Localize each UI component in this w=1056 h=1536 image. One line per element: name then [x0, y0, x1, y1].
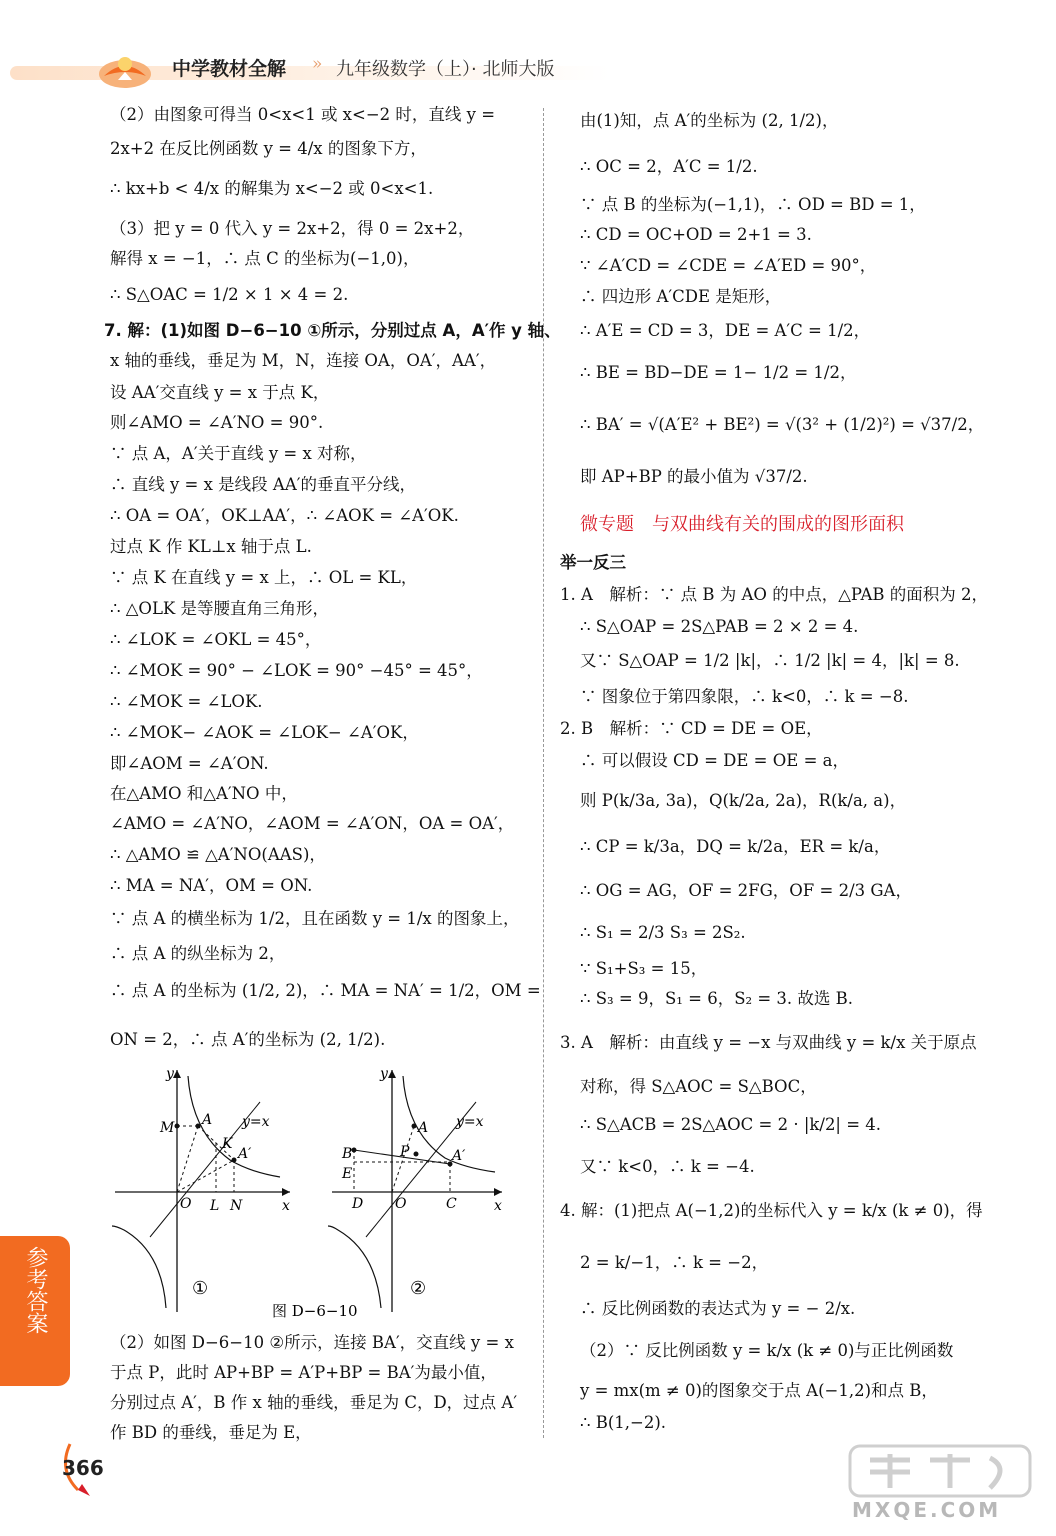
text-line: ∴ S△OAC = 1/2 × 1 × 4 = 2.: [110, 285, 349, 304]
text-line: ∴ B(1,−2).: [580, 1413, 667, 1432]
text-line: 对称，得 S△AOC = S△BOC，: [580, 1077, 817, 1096]
text-line: ∴ ∠MOK− ∠AOK = ∠LOK− ∠A′OK，: [110, 723, 419, 742]
text-line: ∴ △OLK 是等腰直角三角形，: [110, 599, 329, 618]
fig2-a-prime-label: A′: [452, 1148, 466, 1164]
text-line: ∴ ∠LOK = ∠OKL = 45°，: [110, 630, 322, 649]
figure-d-6-10: [110, 1062, 530, 1322]
text-line: 7. 解：(1)如图 D−6−10 ①所示，分别过点 A，A′作 y 轴、: [104, 321, 561, 340]
text-line: ∵ 点 K 在直线 y = x 上，∴ OL = KL，: [110, 568, 418, 587]
fig1-y-label: y: [166, 1066, 174, 1082]
fig2-a-label: A: [418, 1120, 429, 1136]
fig1-l-label: L: [210, 1198, 220, 1214]
text-line: ∴ 反比例函数的表达式为 y = − 2/x.: [580, 1299, 856, 1318]
text-line: 解得 x = −1，∴ 点 C 的坐标为(−1,0)，: [110, 249, 420, 268]
text-line: 4. 解：(1)把点 A(−1,2)的坐标代入 y = k/x (k ≠ 0)，得: [560, 1201, 983, 1220]
header-separator: »: [312, 54, 323, 74]
fig2-e-label: E: [342, 1166, 353, 1182]
fig2-x-label: x: [494, 1198, 502, 1214]
text-line: ∴ ∠MOK = ∠LOK.: [110, 692, 263, 711]
text-line: 又∵ k<0，∴ k = −4.: [580, 1157, 755, 1176]
text-line: ∴ kx+b < 4/x 的解集为 x<−2 或 0<x<1.: [110, 179, 434, 198]
fig1-a-prime-label: A′: [238, 1146, 252, 1162]
watermark-text: MXQE.COM: [852, 1498, 1002, 1522]
fig2-y-label: y: [380, 1066, 388, 1082]
fig1-a-label: A: [202, 1112, 213, 1128]
fig2-p-label: P: [400, 1144, 410, 1160]
text-line: ∵ 图象位于第四象限，∴ k<0，∴ k = −8.: [580, 687, 909, 706]
text-line: 又∵ S△OAP = 1/2 |k|，∴ 1/2 |k| = 4，|k| = 8.: [580, 651, 960, 670]
text-line: （2）如图 D−6−10 ②所示，连接 BA′，交直线 y = x: [110, 1333, 514, 1352]
figure-caption: 图 D−6−10: [272, 1302, 358, 1320]
text-line: ∴ OC = 2，A′C = 1/2.: [580, 157, 758, 176]
text-line: ∴ A′E = CD = 3，DE = A′C = 1/2，: [580, 321, 871, 340]
fig2-o-label: O: [395, 1196, 407, 1212]
fig2-line-label: y=x: [456, 1114, 484, 1130]
text-line: ∵ ∠A′CD = ∠CDE = ∠A′ED = 90°，: [580, 256, 877, 275]
text-line: ∴ CD = OC+OD = 2+1 = 3.: [580, 225, 812, 244]
page-number: 366: [62, 1456, 104, 1480]
text-line: 则 P(k/3a, 3a)，Q(k/2a, 2a)，R(k/a, a)，: [580, 791, 907, 810]
text-line: ∴ BA′ = √(A′E² + BE²) = √(3² + (1/2)²) = √37/2，: [580, 415, 985, 434]
book-title: 中学教材全解: [172, 58, 287, 80]
topic-title: 微专题 与双曲线有关的围成的图形面积: [580, 514, 904, 535]
text-line: 2x+2 在反比例函数 y = 4/x 的图象下方，: [110, 139, 427, 158]
fig2-b-label: B: [342, 1146, 353, 1162]
text-line: ∴ MA = NA′，OM = ON.: [110, 876, 313, 895]
text-line: ∴ 四边形 A′CDE 是矩形，: [580, 287, 782, 306]
text-line: y = mx(m ≠ 0)的图象交于点 A(−1,2)和点 B，: [580, 1381, 938, 1400]
figure-1: [112, 1066, 290, 1312]
fig1-m-label: M: [160, 1120, 175, 1136]
text-line: 设 AA′交直线 y = x 于点 K，: [110, 383, 330, 402]
text-line: x 轴的垂线，垂足为 M，N，连接 OA，OA′，AA′，: [110, 351, 497, 370]
text-line: 作 BD 的垂线，垂足为 E，: [110, 1423, 312, 1442]
text-line: ∴ 可以假设 CD = DE = OE = a，: [580, 751, 849, 770]
text-line: ∠AMO = ∠A′NO，∠AOM = ∠A′ON，OA = OA′，: [110, 814, 515, 833]
section-title: 举一反三: [560, 553, 626, 572]
text-line: ∴ △AMO ≌ △A′NO(AAS)，: [110, 845, 326, 864]
fig1-line-label: y=x: [242, 1114, 270, 1130]
text-line: （3）把 y = 0 代入 y = 2x+2，得 0 = 2x+2，: [110, 219, 475, 238]
text-line: ∴ OG = AG，OF = 2FG，OF = 2/3 GA，: [580, 881, 912, 900]
text-line: 即∠AOM = ∠A′ON.: [110, 754, 269, 773]
text-line: 即 AP+BP 的最小值为 √37/2.: [580, 467, 808, 486]
text-line: （2）∵ 反比例函数 y = k/x (k ≠ 0)与正比例函数: [580, 1341, 954, 1360]
text-line: ∴ 直线 y = x 是线段 AA′的垂直平分线，: [110, 475, 416, 494]
text-line: ∴ ∠MOK = 90° − ∠LOK = 90° −45° = 45°，: [110, 661, 483, 680]
fig1-n-label: N: [230, 1198, 243, 1214]
text-line: ∵ S₁+S₃ = 15，: [580, 959, 708, 978]
text-line: 分别过点 A′，B 作 x 轴的垂线，垂足为 C，D，过点 A′: [110, 1393, 518, 1412]
text-line: 则∠AMO = ∠A′NO = 90°.: [110, 413, 324, 432]
text-line: 过点 K 作 KL⊥x 轴于点 L.: [110, 537, 312, 556]
text-line: 于点 P，此时 AP+BP = A′P+BP = BA′为最小值，: [110, 1363, 497, 1382]
book-logo-icon: [96, 50, 154, 90]
text-line: 在△AMO 和△A′NO 中，: [110, 784, 298, 803]
text-line: ∴ S₃ = 9，S₁ = 6，S₂ = 3. 故选 B.: [580, 989, 854, 1008]
fig2-d-label: D: [352, 1196, 364, 1212]
text-line: ON = 2，∴ 点 A′的坐标为 (2, 1/2).: [110, 1030, 386, 1049]
figure-2: [328, 1066, 502, 1312]
answer-key-tab-label: 参考答案: [23, 1246, 48, 1334]
fig2-number: ②: [410, 1278, 427, 1299]
text-line: ∵ 点 A，A′关于直线 y = x 对称，: [110, 444, 367, 463]
text-line: ∴ 点 A 的坐标为 (1/2, 2)，∴ MA = NA′ = 1/2，OM =: [110, 981, 541, 1000]
answer-key-tab: [0, 1236, 70, 1386]
fig1-number: ①: [192, 1278, 209, 1299]
book-subtitle: 九年级数学（上）· 北师大版: [336, 59, 555, 80]
text-line: （2）由图象可得当 0<x<1 或 x<−2 时，直线 y =: [110, 105, 496, 124]
text-line: ∵ 点 A 的横坐标为 1/2，且在函数 y = 1/x 的图象上，: [110, 909, 520, 928]
text-line: ∴ BE = BD−DE = 1− 1/2 = 1/2，: [580, 363, 857, 382]
text-line: ∴ 点 A 的纵坐标为 2，: [110, 944, 286, 963]
text-line: ∴ CP = k/3a，DQ = k/2a，ER = k/a，: [580, 837, 891, 856]
text-line: 2. B 解析：∵ CD = DE = OE，: [560, 719, 823, 738]
text-line: 3. A 解析：由直线 y = −x 与双曲线 y = k/x 关于原点: [560, 1033, 977, 1052]
page-header: [0, 40, 1056, 100]
text-line: ∴ OA = OA′，OK⊥AA′，∴ ∠AOK = ∠A′OK.: [110, 506, 459, 525]
text-line: 1. A 解析：∵ 点 B 为 AO 的中点，△PAB 的面积为 2，: [560, 585, 989, 604]
fig1-x-label: x: [282, 1198, 290, 1214]
text-line: ∴ S△ACB = 2S△AOC = 2 · |k/2| = 4.: [580, 1115, 882, 1134]
fig1-o-label: O: [180, 1196, 192, 1212]
text-line: 由(1)知，点 A′的坐标为 (2, 1/2)，: [580, 111, 839, 130]
fig2-c-label: C: [446, 1196, 457, 1212]
text-line: ∴ S₁ = 2/3 S₃ = 2S₂.: [580, 923, 746, 942]
fig1-k-label: K: [222, 1136, 233, 1152]
text-line: ∴ S△OAP = 2S△PAB = 2 × 2 = 4.: [580, 617, 859, 636]
text-line: ∵ 点 B 的坐标为(−1,1)，∴ OD = BD = 1，: [580, 195, 926, 214]
column-divider: [543, 108, 544, 1438]
text-line: 2 = k/−1，∴ k = −2，: [580, 1253, 769, 1272]
